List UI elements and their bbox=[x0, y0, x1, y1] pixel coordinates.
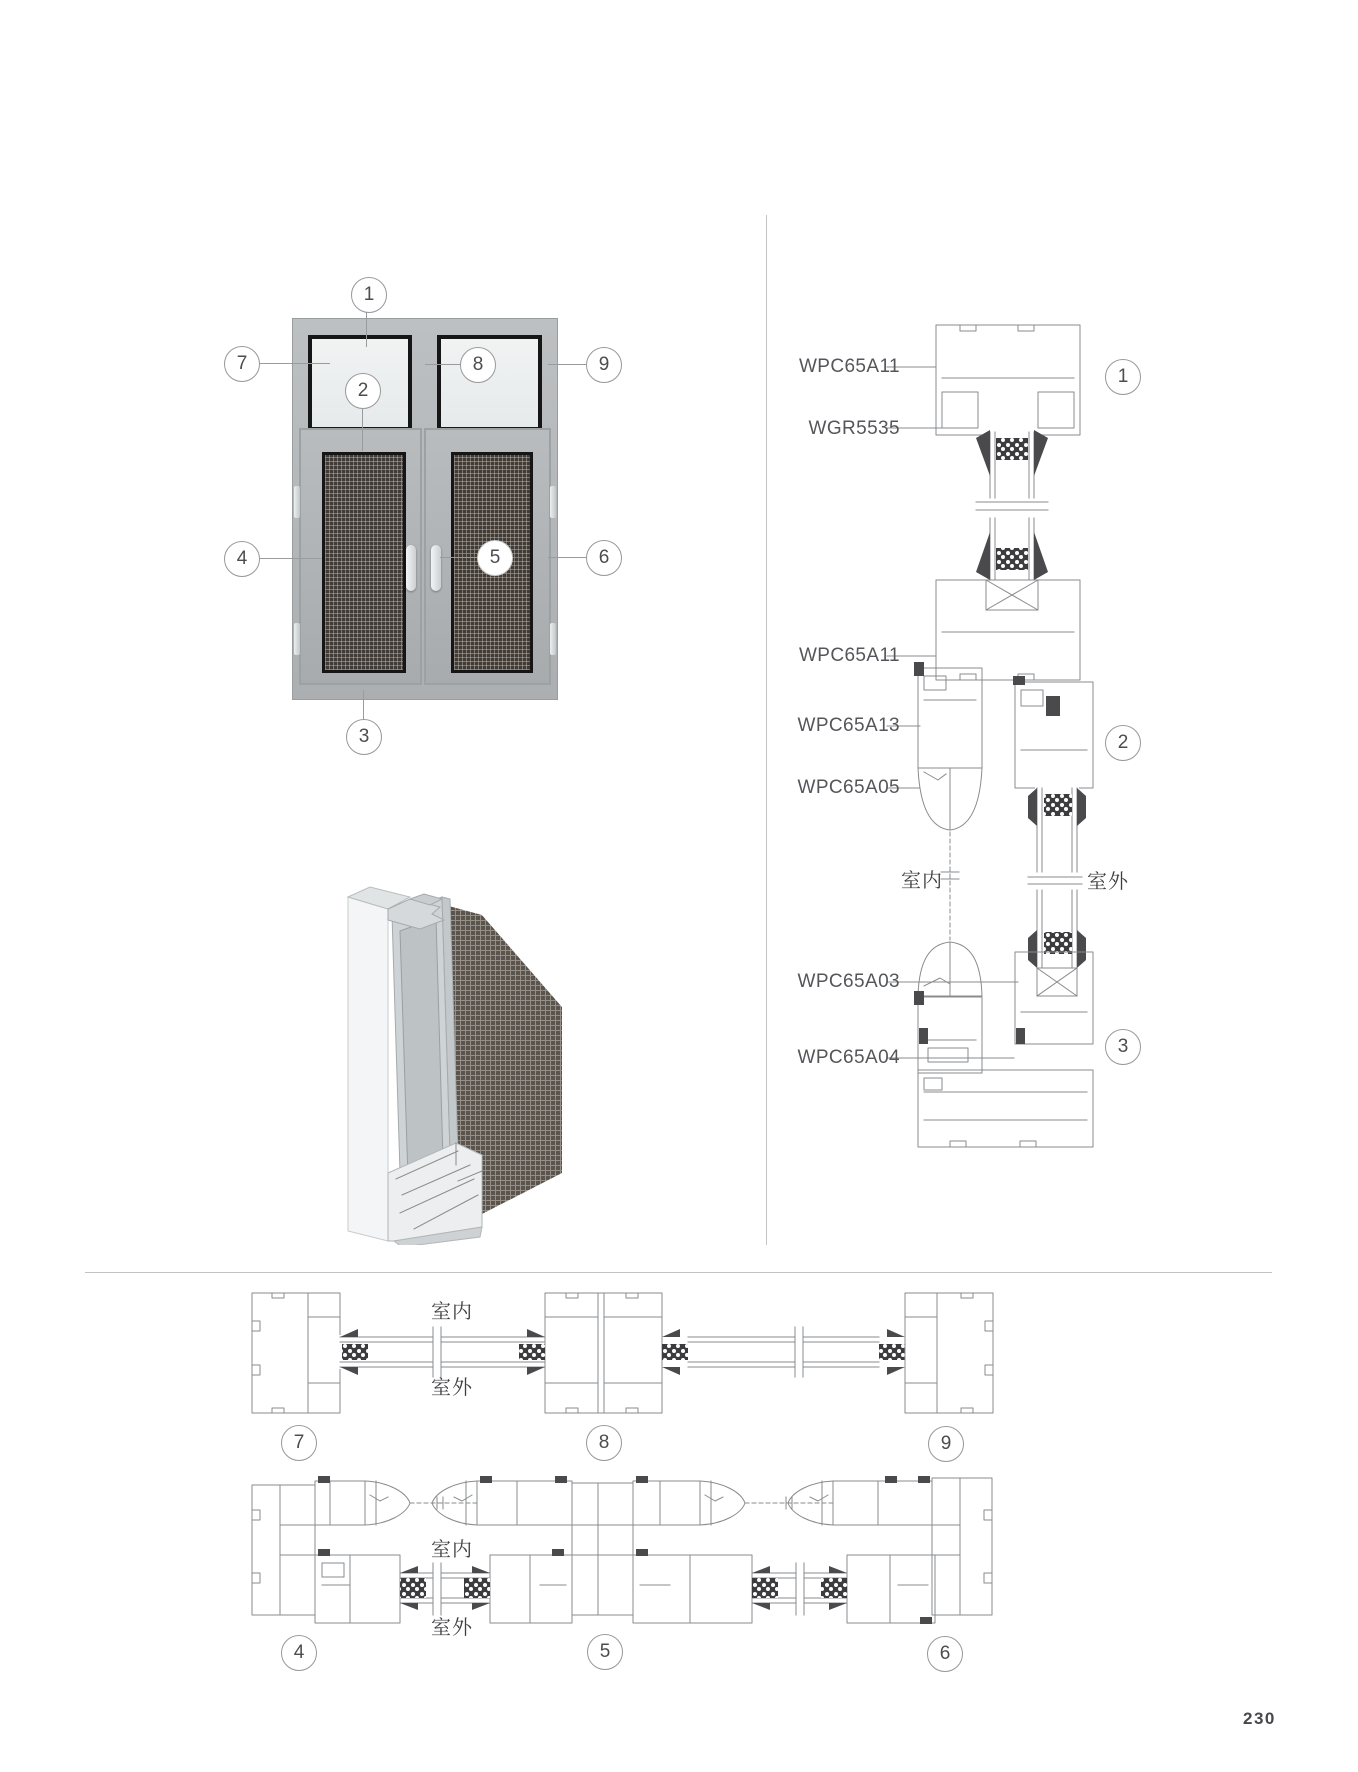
leader-line bbox=[440, 557, 477, 558]
callout-9-label: 9 bbox=[598, 354, 610, 375]
horizontal-divider bbox=[85, 1272, 1272, 1273]
hsection-callout-8 bbox=[586, 1425, 622, 1461]
profile-label-wpc65a13: WPC65A13 bbox=[797, 715, 900, 736]
horizontal-sections-drawing bbox=[230, 1285, 1020, 1675]
indoor-label-vsection: 室内 bbox=[901, 870, 943, 892]
transom-glass-right bbox=[437, 335, 542, 431]
vsection-callout-3 bbox=[1105, 1029, 1141, 1065]
callout-4-label: 4 bbox=[236, 548, 248, 569]
profile-label-wpc65a03: WPC65A03 bbox=[797, 971, 900, 992]
hsection-callout-6 bbox=[927, 1636, 963, 1672]
leader-line bbox=[366, 311, 367, 347]
profile-label-wpc65a05: WPC65A05 bbox=[797, 777, 900, 798]
callout-7-label: 7 bbox=[236, 353, 248, 374]
outdoor-label-hsection-bottom: 室外 bbox=[431, 1617, 473, 1639]
callout-5-label: 5 bbox=[489, 547, 501, 568]
page-number: 230 bbox=[1243, 1709, 1276, 1728]
callout-3 bbox=[346, 719, 382, 755]
profile-3d-render bbox=[330, 835, 580, 1245]
callout-3-label: 3 bbox=[358, 726, 370, 747]
indoor-label-hsection-bottom: 室内 bbox=[431, 1539, 473, 1561]
hsection-callout-6-label: 6 bbox=[939, 1643, 951, 1664]
hinge-right-top bbox=[550, 486, 556, 518]
hsection-callout-9 bbox=[928, 1426, 964, 1462]
hinge-left-top bbox=[294, 486, 300, 518]
window-elevation-render bbox=[292, 318, 558, 700]
profile-label-wpc65a11-mid: WPC65A11 bbox=[798, 645, 900, 666]
door-handle-right bbox=[431, 545, 441, 591]
leader-line bbox=[258, 558, 322, 559]
callout-7 bbox=[224, 346, 260, 382]
indoor-label-hsection-top: 室内 bbox=[431, 1301, 473, 1323]
vsection-callout-1-label: 1 bbox=[1117, 366, 1129, 387]
leader-line bbox=[548, 364, 586, 365]
hsection-callout-7 bbox=[281, 1425, 317, 1461]
hinge-right-bottom bbox=[550, 623, 556, 655]
callout-9 bbox=[586, 347, 622, 383]
profile-label-wgr5535: WGR5535 bbox=[808, 418, 900, 439]
vsection-callout-2-label: 2 bbox=[1117, 732, 1129, 753]
callout-8-label: 8 bbox=[472, 354, 484, 375]
leader-line bbox=[548, 557, 586, 558]
leader-line bbox=[363, 690, 364, 719]
hsection-callout-4-label: 4 bbox=[293, 1642, 305, 1663]
leader-line bbox=[362, 407, 363, 451]
hsection-callout-4 bbox=[281, 1635, 317, 1671]
vsection-callout-1 bbox=[1105, 359, 1141, 395]
hsection-callout-9-label: 9 bbox=[940, 1433, 952, 1454]
hsection-callout-5-label: 5 bbox=[599, 1641, 611, 1662]
screen-mesh-left bbox=[322, 452, 406, 673]
callout-4 bbox=[224, 541, 260, 577]
hinge-left-bottom bbox=[294, 623, 300, 655]
leader-line bbox=[425, 364, 461, 365]
profile-label-wpc65a04: WPC65A04 bbox=[797, 1047, 900, 1068]
door-leaf-left bbox=[299, 428, 422, 685]
door-handle-left bbox=[406, 545, 416, 591]
vsection-callout-2 bbox=[1105, 725, 1141, 761]
callout-6-label: 6 bbox=[598, 547, 610, 568]
callout-2 bbox=[345, 373, 381, 409]
callout-1 bbox=[351, 277, 387, 313]
callout-1-label: 1 bbox=[363, 284, 375, 305]
outdoor-label-hsection-top: 室外 bbox=[431, 1377, 473, 1399]
leader-line bbox=[258, 363, 330, 364]
outdoor-label-vsection: 室外 bbox=[1087, 871, 1129, 893]
hsection-callout-8-label: 8 bbox=[598, 1432, 610, 1453]
callout-2-label: 2 bbox=[357, 380, 369, 401]
hsection-callout-5 bbox=[587, 1634, 623, 1670]
hsection-callout-7-label: 7 bbox=[293, 1432, 305, 1453]
callout-5 bbox=[477, 540, 513, 576]
profile-label-wpc65a11-top: WPC65A11 bbox=[798, 356, 900, 377]
callout-6 bbox=[586, 540, 622, 576]
vsection-callout-3-label: 3 bbox=[1117, 1036, 1129, 1057]
callout-8 bbox=[460, 347, 496, 383]
